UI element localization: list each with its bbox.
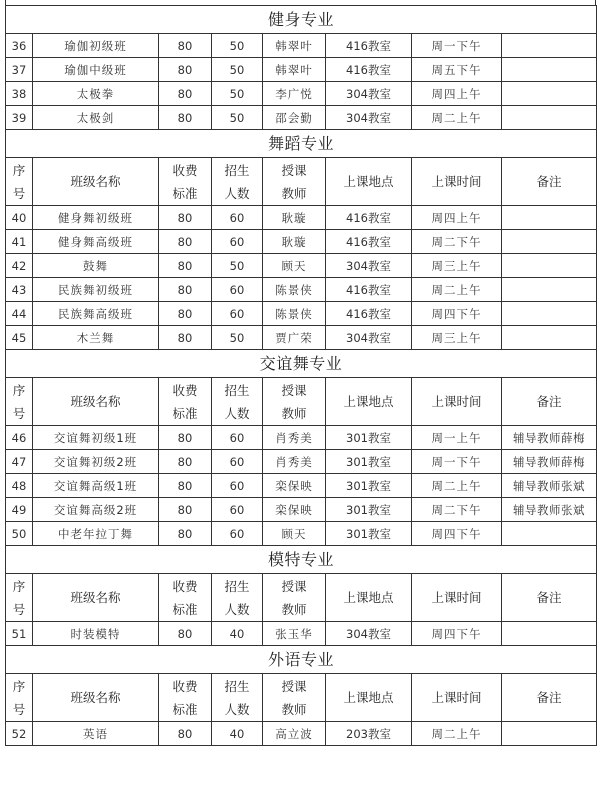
cell-teacher: 肖秀美 [263,450,326,474]
cell-enroll: 60 [212,450,263,474]
cell-seq: 42 [6,254,33,278]
cell-seq: 38 [6,82,33,106]
header-fee [159,158,212,206]
cell-seq: 52 [6,722,33,746]
cell-note: 辅导教师张斌 [502,498,597,522]
cell-enroll: 60 [212,474,263,498]
cell-time: 周二上午 [412,474,502,498]
cell-teacher: 李广悦 [263,82,326,106]
header-seq-line: 号 [12,701,26,717]
section-title: 模特专业 [6,546,597,574]
cell-location: 301教室 [326,498,412,522]
cell-location: 304教室 [326,106,412,130]
cell-seq: 39 [6,106,33,130]
cell-time: 周四下午 [412,522,502,546]
cell-teacher: 肖秀美 [263,426,326,450]
cell-fee: 80 [159,474,212,498]
cell-enroll: 50 [212,106,263,130]
header-fee-line: 收费 [172,382,198,398]
cell-note [502,206,597,230]
cell-fee: 80 [159,450,212,474]
column-header-row [6,158,597,206]
column-header-row [6,674,597,722]
header-teacher-line: 授课 [281,162,307,178]
cell-teacher: 张玉华 [263,622,326,646]
section-title-row [6,6,597,34]
cell-location: 304教室 [326,622,412,646]
cell-seq: 43 [6,278,33,302]
cell-class-name: 瑜伽初级班 [33,34,159,58]
cell-enroll: 60 [212,426,263,450]
cell-enroll: 60 [212,278,263,302]
cell-note [502,230,597,254]
cell-class-name: 中老年拉丁舞 [33,522,159,546]
header-note: 备注 [502,574,597,622]
cell-time: 周四下午 [412,302,502,326]
cell-note [502,58,597,82]
header-fee-line: 标准 [172,701,198,717]
table-row [6,426,597,450]
table-row [6,254,597,278]
cell-enroll: 40 [212,722,263,746]
cell-time: 周二上午 [412,106,502,130]
header-fee-line: 标准 [172,185,198,201]
header-enroll [212,378,263,426]
cell-note [502,106,597,130]
cell-teacher: 韩翠叶 [263,34,326,58]
cell-note [502,722,597,746]
table-row [6,522,597,546]
header-location: 上课地点 [326,674,412,722]
cell-class-name: 英语 [33,722,159,746]
header-note: 备注 [502,674,597,722]
cell-seq: 47 [6,450,33,474]
cell-note: 辅导教师张斌 [502,474,597,498]
cell-teacher: 陈景侠 [263,302,326,326]
cell-teacher: 耿璇 [263,206,326,230]
cell-class-name: 交谊舞初级2班 [33,450,159,474]
cell-fee: 80 [159,34,212,58]
course-table [5,5,597,746]
header-time: 上课时间 [412,574,502,622]
cell-location: 304教室 [326,82,412,106]
header-enroll-line: 招生 [224,382,250,398]
table-row [6,82,597,106]
cell-time: 周一下午 [412,34,502,58]
cell-class-name: 鼓舞 [33,254,159,278]
header-teacher [263,378,326,426]
header-teacher-line: 授课 [281,382,307,398]
table-row [6,622,597,646]
cell-location: 203教室 [326,722,412,746]
cell-location: 304教室 [326,326,412,350]
cell-time: 周五下午 [412,58,502,82]
cell-teacher: 顾天 [263,254,326,278]
cell-note [502,622,597,646]
header-enroll-line: 招生 [224,162,250,178]
header-class-name: 班级名称 [33,574,159,622]
cell-time: 周一下午 [412,450,502,474]
section-title: 外语专业 [6,646,597,674]
header-teacher-line: 教师 [281,405,307,421]
cell-fee: 80 [159,622,212,646]
cell-time: 周一上午 [412,426,502,450]
header-teacher-line: 授课 [281,578,307,594]
cell-fee: 80 [159,426,212,450]
table-row [6,58,597,82]
header-enroll-line: 招生 [224,678,250,694]
table-row [6,326,597,350]
cell-seq: 46 [6,426,33,450]
cell-seq: 45 [6,326,33,350]
cell-seq: 44 [6,302,33,326]
header-note: 备注 [502,378,597,426]
header-seq-line: 序 [12,382,26,398]
header-seq-line: 序 [12,162,26,178]
cell-note [502,302,597,326]
cell-fee: 80 [159,82,212,106]
header-seq-line: 序 [12,578,26,594]
cell-teacher: 耿璇 [263,230,326,254]
header-enroll-line: 人数 [224,701,250,717]
header-fee-line: 收费 [172,578,198,594]
cell-location: 301教室 [326,522,412,546]
section-title-row [6,130,597,158]
table-row [6,474,597,498]
cell-fee: 80 [159,326,212,350]
header-location: 上课地点 [326,158,412,206]
header-teacher-line: 教师 [281,185,307,201]
table-row [6,34,597,58]
cell-fee: 80 [159,278,212,302]
cell-seq: 41 [6,230,33,254]
cell-class-name: 健身舞初级班 [33,206,159,230]
header-class-name: 班级名称 [33,158,159,206]
section-title: 交谊舞专业 [6,350,597,378]
cell-class-name: 木兰舞 [33,326,159,350]
cell-location: 416教室 [326,34,412,58]
cell-class-name: 民族舞初级班 [33,278,159,302]
header-time: 上课时间 [412,158,502,206]
header-fee [159,574,212,622]
header-seq [6,674,33,722]
cell-note [502,34,597,58]
cell-fee: 80 [159,302,212,326]
table-row [6,498,597,522]
header-enroll-line: 人数 [224,185,250,201]
cell-location: 416教室 [326,278,412,302]
cell-teacher: 邵会勤 [263,106,326,130]
cell-fee: 80 [159,58,212,82]
cell-seq: 50 [6,522,33,546]
cell-fee: 80 [159,522,212,546]
header-fee [159,674,212,722]
cell-seq: 51 [6,622,33,646]
cell-seq: 40 [6,206,33,230]
cell-time: 周二上午 [412,722,502,746]
cell-seq: 48 [6,474,33,498]
cell-teacher: 顾天 [263,522,326,546]
cell-seq: 49 [6,498,33,522]
header-teacher-line: 教师 [281,701,307,717]
cell-enroll: 50 [212,326,263,350]
cell-teacher: 韩翠叶 [263,58,326,82]
cell-time: 周二下午 [412,230,502,254]
cell-fee: 80 [159,106,212,130]
cell-time: 周二下午 [412,498,502,522]
header-class-name: 班级名称 [33,674,159,722]
cell-location: 304教室 [326,254,412,278]
table-row [6,106,597,130]
table-row [6,278,597,302]
header-fee-line: 收费 [172,678,198,694]
cell-note [502,254,597,278]
cell-fee: 80 [159,722,212,746]
cell-time: 周四上午 [412,82,502,106]
schedule-page [5,0,596,746]
cell-time: 周四上午 [412,206,502,230]
header-fee-line: 标准 [172,601,198,617]
header-time: 上课时间 [412,378,502,426]
section-title: 舞蹈专业 [6,130,597,158]
cell-note: 辅导教师薛梅 [502,450,597,474]
cell-enroll: 40 [212,622,263,646]
header-teacher [263,574,326,622]
cell-class-name: 太极剑 [33,106,159,130]
section-title-row [6,646,597,674]
cell-fee: 80 [159,206,212,230]
cell-seq: 37 [6,58,33,82]
header-seq-line: 序 [12,678,26,694]
header-enroll [212,674,263,722]
header-location: 上课地点 [326,574,412,622]
cell-note: 辅导教师薛梅 [502,426,597,450]
header-seq-line: 号 [12,601,26,617]
cell-class-name: 时装模特 [33,622,159,646]
cell-teacher: 贾广荣 [263,326,326,350]
header-seq-line: 号 [12,405,26,421]
cell-note [502,326,597,350]
cell-enroll: 60 [212,522,263,546]
header-fee-line: 收费 [172,162,198,178]
header-teacher-line: 教师 [281,601,307,617]
cell-fee: 80 [159,254,212,278]
cell-time: 周四下午 [412,622,502,646]
cell-note [502,278,597,302]
header-location: 上课地点 [326,378,412,426]
cell-teacher: 栾保映 [263,498,326,522]
cell-seq: 36 [6,34,33,58]
cell-class-name: 太极拳 [33,82,159,106]
header-fee [159,378,212,426]
cell-class-name: 交谊舞高级2班 [33,498,159,522]
cell-class-name: 健身舞高级班 [33,230,159,254]
header-enroll-line: 人数 [224,601,250,617]
column-header-row [6,378,597,426]
header-seq [6,574,33,622]
cell-enroll: 50 [212,82,263,106]
header-time: 上课时间 [412,674,502,722]
table-row [6,450,597,474]
header-enroll [212,158,263,206]
header-enroll-line: 人数 [224,405,250,421]
header-enroll-line: 招生 [224,578,250,594]
table-row [6,302,597,326]
cell-location: 301教室 [326,474,412,498]
cell-location: 301教室 [326,450,412,474]
header-teacher [263,158,326,206]
header-seq [6,378,33,426]
cell-location: 301教室 [326,426,412,450]
cell-class-name: 瑜伽中级班 [33,58,159,82]
header-seq [6,158,33,206]
cell-enroll: 50 [212,34,263,58]
cell-location: 416教室 [326,230,412,254]
cell-class-name: 民族舞高级班 [33,302,159,326]
section-title: 健身专业 [6,6,597,34]
cell-class-name: 交谊舞初级1班 [33,426,159,450]
cell-teacher: 高立波 [263,722,326,746]
cell-enroll: 60 [212,230,263,254]
table-row [6,722,597,746]
cell-time: 周三上午 [412,254,502,278]
column-header-row [6,574,597,622]
cell-time: 周二上午 [412,278,502,302]
section-title-row [6,350,597,378]
cell-enroll: 60 [212,206,263,230]
cell-fee: 80 [159,230,212,254]
header-seq-line: 号 [12,185,26,201]
header-teacher-line: 授课 [281,678,307,694]
cell-location: 416教室 [326,58,412,82]
cell-location: 416教室 [326,302,412,326]
cell-note [502,82,597,106]
cell-enroll: 50 [212,58,263,82]
cell-time: 周三上午 [412,326,502,350]
cell-note [502,522,597,546]
cell-class-name: 交谊舞高级1班 [33,474,159,498]
cell-teacher: 陈景侠 [263,278,326,302]
table-row [6,230,597,254]
header-fee-line: 标准 [172,405,198,421]
cell-enroll: 60 [212,498,263,522]
cell-location: 416教室 [326,206,412,230]
table-row [6,206,597,230]
cell-enroll: 60 [212,302,263,326]
section-title-row [6,546,597,574]
cell-fee: 80 [159,498,212,522]
header-teacher [263,674,326,722]
header-note: 备注 [502,158,597,206]
cell-enroll: 50 [212,254,263,278]
header-enroll [212,574,263,622]
cell-teacher: 栾保映 [263,474,326,498]
header-class-name: 班级名称 [33,378,159,426]
